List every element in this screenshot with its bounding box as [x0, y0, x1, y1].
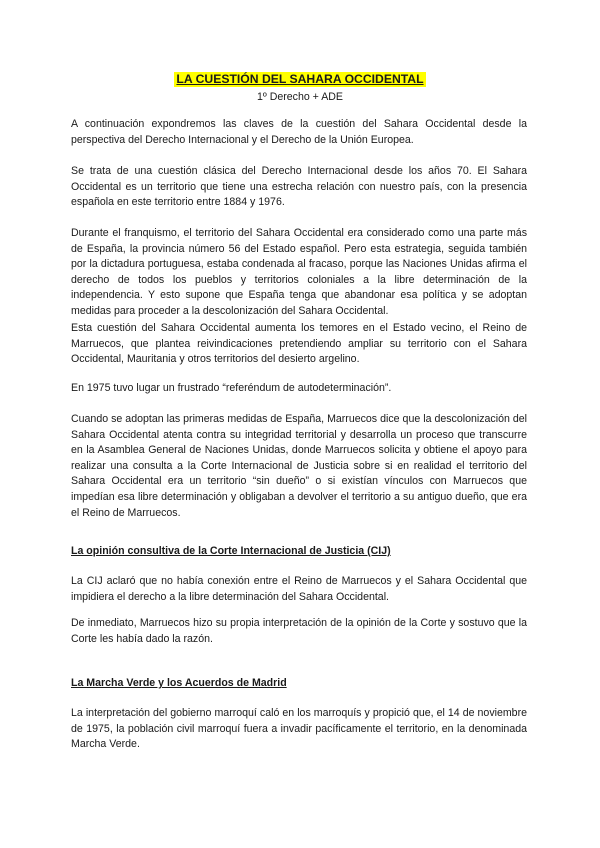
intro-paragraph-1: A continuación expondremos las claves de la cuestión del Sahara Occidental desde la perspectiva del Derecho Internacional y el Derecho de la Unión Europea. — [71, 118, 527, 146]
cij-paragraph-1: La CIJ aclaró que no había conexión entre el Reino de Marruecos y el Sahara Occidental que impidiera el derecho a la libre determinación del Sahara Occidental. — [71, 575, 527, 603]
paragraph — [71, 381, 527, 397]
intro-paragraph-2: Se trata de una cuestión clásica del Derecho Internacional desde los años 70. El Sahara Occidental es un territorio que tiene una estrecha relación con nuestro país, con la presencia española en este territorio entre 1884 y 1976. — [71, 165, 527, 209]
marcha-verde-paragraph-1: La interpretación del gobierno marroquí caló en los marroquís y propició que, el 14 de noviembre de 1975, la población civil marroquí fuera a invadir pacíficamente el territorio, en la denominada Marcha Verde. — [71, 707, 527, 751]
intro-paragraph-3: Durante el franquismo, el territorio del Sahara Occidental era considerado como una parte más de España, la provincia número 56 del Estado español. Pero esta estrategia, seguida también por la dictadura portuguesa, estaba condenada al fracaso, porque las Naciones Unidas afirma el derecho de todos los pueblos y territorios coloniales a la libre determinación de la independencia. Y esto supone que España tenga que abandonar esa política y se adoptan medidas para proceder a la descolonización del Sahara Occidental. — [71, 227, 527, 317]
paragraph — [71, 412, 527, 521]
intro-paragraph-4: Esta cuestión del Sahara Occidental aumenta los temores en el Estado vecino, el Reino de Marruecos, que plantea reivindicaciones pretendiendo ampliar su territorio con el Sahara Occidental, Mauritania y otros territorios del desierto argelino. — [71, 322, 527, 366]
intro-paragraph-5: En 1975 tuvo lugar un frustrado “referéndum de autodeterminación”. — [71, 382, 392, 394]
paragraph — [71, 616, 527, 647]
section-heading-cij: La opinión consultiva de la Corte Internacional de Justicia (CIJ) — [71, 545, 391, 557]
document-subtitle: 1º Derecho + ADE — [256, 91, 344, 103]
paragraph — [71, 226, 527, 320]
intro-paragraph-6: Cuando se adoptan las primeras medidas de España, Marruecos dice que la descolonización del Sahara Occidental atenta contra su integridad territorial y desarrolla un proceso que transcurre en la Asamblea General de Naciones Unidas, donde Marruecos solicita y obtiene el apoyo para realizar una consulta a la Corte Internacional de Justicia sobre si en realidad el territorio del Sahara Occidental era un territorio “sin dueño” o si existían vínculos con Marruecos que impedían esa libre determinación y obligaban a devolver el territorio a su antiguo dueño, que era el Reino de Marruecos. — [71, 413, 527, 519]
section-heading-marcha-verde: La Marcha Verde y los Acuerdos de Madrid — [71, 677, 287, 689]
section-heading-block — [71, 544, 527, 559]
paragraph — [71, 321, 527, 368]
section-heading-block — [71, 676, 527, 691]
paragraph — [71, 706, 527, 753]
title-block — [0, 70, 600, 104]
paragraph — [71, 574, 527, 605]
paragraph — [71, 164, 527, 211]
cij-paragraph-2: De inmediato, Marruecos hizo su propia interpretación de la opinión de la Corte y sostuvo que la Corte les había dado la razón. — [71, 617, 527, 645]
paragraph — [71, 117, 527, 148]
document-title: LA CUESTIÓN DEL SAHARA OCCIDENTAL — [176, 72, 424, 86]
